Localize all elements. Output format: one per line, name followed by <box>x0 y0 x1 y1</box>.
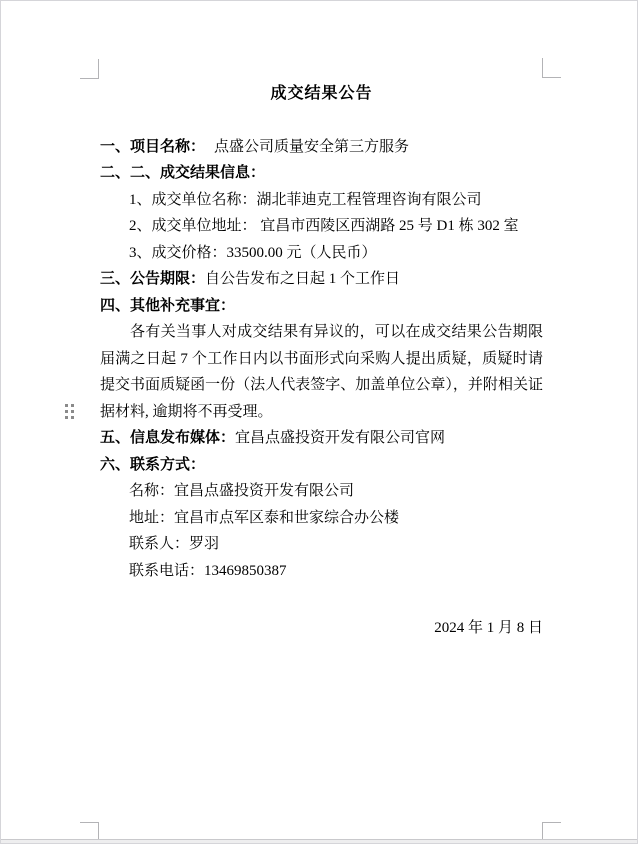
contact-phone-text: 联系电话：13469850387 <box>129 562 287 579</box>
page-title: 成交结果公告 <box>270 85 373 102</box>
section-5-label: 五、信息发布媒体： <box>100 429 236 446</box>
section-1-value: 点盛公司质量安全第三方服务 <box>214 138 410 155</box>
contact-company-name <box>100 478 543 505</box>
section-2-label: 二、二、成交结果信息： <box>100 164 266 181</box>
contact-phone <box>100 558 543 585</box>
spacer <box>100 107 543 134</box>
contact-address-text: 地址：宜昌市点军区泰和世家综合办公楼 <box>129 509 400 526</box>
result-item-name-text: 1、成交单位名称：湖北菲迪克工程管理咨询有限公司 <box>129 191 482 208</box>
section-4-label: 四、其他补充事宜： <box>100 296 236 314</box>
section-3-value: 自公告发布之日起 1 个工作日 <box>205 271 401 287</box>
spacer <box>100 584 543 611</box>
contact-person <box>100 531 543 558</box>
document-body <box>100 80 543 641</box>
section-5-value: 宜昌点盛投资开发有限公司官网 <box>235 430 446 446</box>
section-3-label: 三、公告期限： <box>100 270 206 287</box>
contact-address <box>100 505 543 532</box>
document-date: 2024 年 1 月 8 日 <box>434 619 543 636</box>
result-info-heading <box>100 160 543 187</box>
contact-heading <box>100 452 543 479</box>
result-item-address <box>100 213 543 240</box>
result-item-name <box>100 187 543 214</box>
margin-mark-top-left-icon <box>80 59 99 79</box>
supplementary-paragraph: 各有关当事人对成交结果有异议的，可以在成交结果公告期限届满之日起 7 个工作日内以书面形式向采购人提出质疑，质疑时请提交书面质疑函一份（法人代表签字、加盖单位公章），并附相关证据材料, 逾期将不再受理。 <box>100 324 543 420</box>
contact-person-text: 联系人：罗羽 <box>129 536 220 552</box>
drag-handle-icon[interactable] <box>65 404 68 407</box>
project-name-line <box>100 134 543 161</box>
section-1-label: 一、项目名称： <box>100 137 206 155</box>
result-item-address-text: 2、成交单位地址： 宜昌市西陵区西湖路 25 号 D1 栋 302 室 <box>129 218 519 234</box>
page-bottom-edge <box>1 839 637 843</box>
contact-company-name-text: 名称：宜昌点盛投资开发有限公司 <box>129 483 355 499</box>
result-item-price-text: 3、成交价格：33500.00 元（人民币） <box>129 244 377 261</box>
supplementary-heading <box>100 293 543 320</box>
result-item-price <box>100 240 543 267</box>
announcement-period-line <box>100 266 543 293</box>
margin-mark-top-right-icon <box>542 58 561 78</box>
publish-media-line <box>100 425 543 452</box>
section-6-label: 六、联系方式： <box>100 455 206 473</box>
